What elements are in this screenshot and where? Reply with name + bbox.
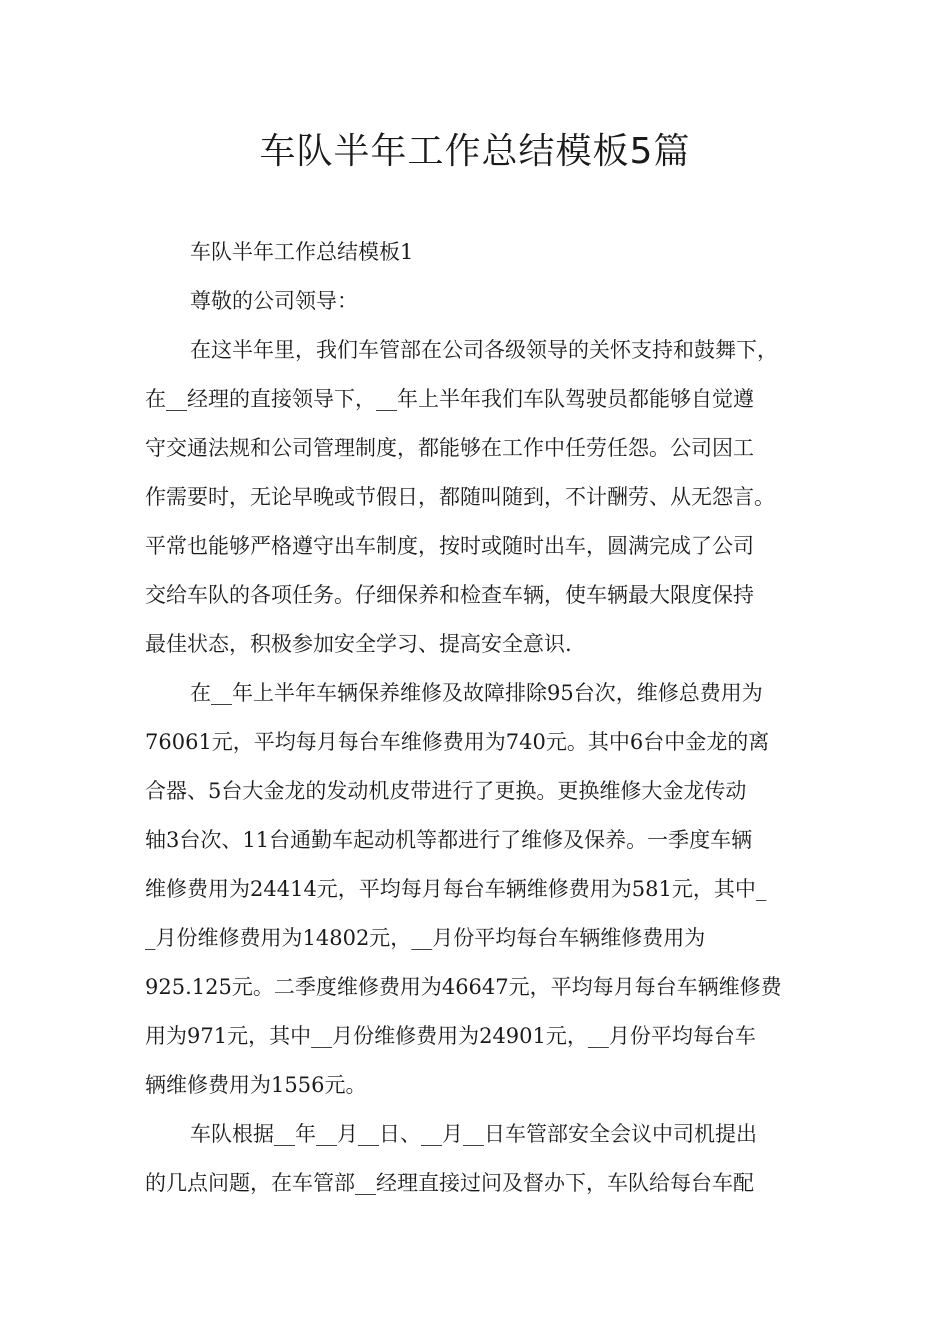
text-line: 在这半年里，我们车管部在公司各级领导的关怀支持和鼓舞下，: [190, 338, 778, 362]
text-line: 在__年上半年车辆保养维修及故障排除95台次，维修总费用为: [190, 681, 763, 705]
text-line: 的几点问题，在车管部__经理直接过问及督办下，车队给每台车配: [145, 1171, 754, 1195]
text-line: 925.125元。二季度维修费用为46647元，平均每月每台车辆维修费: [145, 975, 782, 999]
text-line: 轴3台次、11台通勤车起动机等都进行了维修及保养。一季度车辆: [145, 828, 753, 852]
text-line: 平常也能够严格遵守出车制度，按时或随时出车，圆满完成了公司: [145, 534, 754, 558]
text-line: 76061元，平均每月每台车维修费用为740元。其中6台中金龙的离: [145, 730, 770, 754]
text-line: 用为971元，其中__月份维修费用为24901元，__月份平均每台车: [145, 1024, 756, 1048]
text-line: 合器、5台大金龙的发动机皮带进行了更换。更换维修大金龙传动: [145, 779, 747, 803]
text-line: 维修费用为24414元，平均每月每台车辆维修费用为581元，其中_: [145, 877, 767, 901]
text-line: _月份维修费用为14802元，__月份平均每台车辆维修费用为: [145, 926, 706, 950]
text-line: 交给车队的各项任务。仔细保养和检查车辆，使车辆最大限度保持: [145, 583, 754, 607]
document-body: [145, 228, 807, 1208]
text-line: 守交通法规和公司管理制度，都能够在工作中任劳任怨。公司因工: [145, 436, 754, 460]
text-line: 最佳状态，积极参加安全学习、提高安全意识.: [145, 632, 572, 656]
text-line: 辆维修费用为1556元。: [145, 1073, 367, 1097]
document-title: 车队半年工作总结模板5篇: [259, 131, 691, 172]
text-line: 车队半年工作总结模板1: [190, 240, 414, 264]
text-line: 在__经理的直接领导下，__年上半年我们车队驾驶员都能够自觉遵: [145, 387, 754, 411]
text-line: 尊敬的公司领导：: [190, 289, 358, 313]
text-line: 作需要时，无论早晚或节假日，都随叫随到，不计酬劳、从无怨言。: [145, 485, 775, 509]
text-line: 车队根据__年__月__日、__月__日车管部安全会议中司机提出: [190, 1122, 757, 1146]
